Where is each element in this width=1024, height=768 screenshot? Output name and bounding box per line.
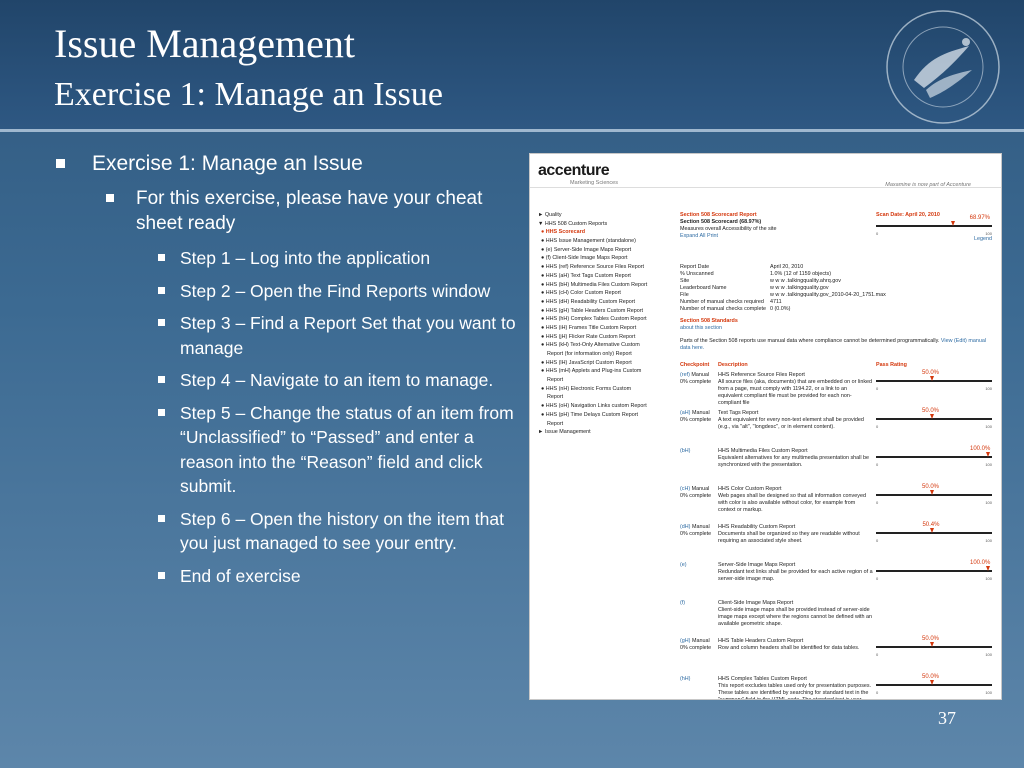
nav-item[interactable]: Report — [538, 420, 564, 427]
report-title[interactable]: HHS Reference Source Files Report — [718, 372, 805, 379]
nav-item[interactable]: ● HHS (bH) Multimedia Files Custom Report — [538, 281, 648, 288]
checkpoint-row — [680, 448, 998, 486]
report-content — [680, 212, 998, 700]
report-title[interactable]: HHS Table Headers Custom Report — [718, 638, 804, 645]
report-desc: A text equivalent for every non-text element shall be provided (e.g., via "alt", "longdesc", or in element content). — [718, 417, 864, 431]
report-desc: Client-side image maps shall be provided instead of server-side image maps except where the regions cannot be defined with an available geometric shape. — [718, 607, 873, 628]
checkpoint-row — [680, 410, 998, 448]
nav-item[interactable]: ► Issue Management — [538, 429, 591, 436]
checkpoint-code[interactable]: (e) — [680, 562, 687, 569]
checkpoint-id[interactable] — [680, 638, 716, 652]
checkpoint-row — [680, 524, 998, 562]
slide-subtitle: Exercise 1: Manage an Issue — [54, 76, 443, 113]
manual-status: Manual 0% complete — [680, 524, 712, 538]
hhs-seal-icon — [884, 8, 1002, 126]
nav-item[interactable]: ● HHS (hH) Complex Tables Custom Report — [538, 316, 647, 323]
slide-header — [0, 0, 1024, 132]
pass-rating-bar: 50.0% 0 100 — [876, 408, 992, 430]
nav-item[interactable]: ● HHS (lH) JavaScript Custom Report — [538, 359, 632, 366]
accenture-logo: accenture — [538, 162, 610, 179]
report-desc: Web pages shall be designed so that all information conveyed with color is also available without color, for example from context or markup. — [718, 493, 866, 514]
meta-value: w w w .talkingquality.gov_2010-04-20_1751.max — [770, 292, 886, 299]
pass-rating-bar: 100.0% 0 100 — [876, 446, 992, 468]
about-section-link[interactable]: about this section — [680, 325, 722, 332]
meta-label: Number of manual checks complete — [680, 306, 766, 313]
nav-item[interactable]: ● HHS (gH) Table Headers Custom Report — [538, 307, 644, 314]
checkpoint-code[interactable]: (f) — [680, 600, 686, 607]
pass-rating-marker — [986, 452, 990, 457]
pass-rating-value: 50.4% — [922, 522, 940, 529]
nav-item[interactable]: ● (e) Server-Side Image Maps Report — [538, 246, 632, 253]
meta-value: w w w .talkingquality.ahrq.gov — [770, 278, 841, 285]
checkpoint-row — [680, 486, 998, 524]
nav-item[interactable]: ● HHS (oH) Navigation Links custom Report — [538, 403, 647, 410]
report-desc: This report excludes tables used only for presentation purposes. These tables are identified by searching for standard text in the — [718, 683, 872, 697]
checkpoint-row — [680, 638, 998, 676]
checkpoint-description — [718, 448, 873, 469]
manual-status: Manual 0% complete — [680, 410, 712, 424]
meta-row — [680, 264, 998, 271]
brand-subtitle: Marketing Sciences — [570, 180, 618, 186]
view-manual-data-link[interactable]: View (Edit) manual data here. — [680, 338, 987, 352]
checkpoint-code[interactable]: (dH) — [680, 524, 691, 531]
pass-rating-value: 50.0% — [922, 408, 940, 415]
nav-item[interactable]: ● HHS (pH) Time Delays Custom Report — [538, 411, 639, 418]
meta-label: Site — [680, 278, 690, 285]
checkpoint-rows — [680, 372, 998, 700]
app-topbar — [530, 154, 1001, 188]
checkpoint-code[interactable]: (aH) — [680, 410, 691, 417]
col-checkpoint: Checkpoint — [680, 362, 710, 369]
meta-value: 4711 — [770, 299, 782, 306]
nav-item[interactable]: Report — [538, 394, 564, 401]
report-desc: Redundant text links shall be provided for each active region of a server-side image map. — [718, 569, 873, 583]
meta-label: Report Date — [680, 264, 710, 270]
nav-item[interactable]: ● HHS (dH) Readability Custom Report — [538, 298, 636, 305]
nav-item[interactable]: ● HHS (mH) Applets and Plug-ins Custom — [538, 368, 642, 375]
nav-item[interactable]: ● HHS Scorecard — [538, 229, 585, 236]
checkpoint-row — [680, 372, 998, 410]
report-title[interactable]: Text Tags Report — [718, 410, 759, 417]
meta-label: Leaderboard Name — [680, 285, 727, 292]
report-title[interactable]: HHS Complex Tables Custom Report — [718, 676, 807, 683]
checkpoint-description — [718, 638, 873, 652]
checkpoint-row — [680, 600, 998, 638]
step-item: Step 1 – Log into the application — [54, 246, 524, 271]
meta-label: File — [680, 292, 689, 299]
scorecard-title: Section 508 Scorecard Report — [680, 212, 757, 218]
checkpoint-description — [718, 600, 873, 628]
pass-rating-marker — [930, 490, 934, 495]
report-desc: Documents shall be organized so they are readable without requiring an associated style sheet. — [718, 531, 860, 545]
legend-link[interactable]: Legend — [974, 236, 992, 243]
bullet-level1: Exercise 1: Manage an Issue — [54, 150, 524, 178]
pass-rating-value: 50.0% — [922, 636, 940, 643]
meta-label: Number of manual checks required — [680, 299, 764, 306]
meta-value: w w w .talkingquality.gov — [770, 285, 829, 292]
overall-score-value: 68.97% — [969, 215, 990, 221]
checkpoint-description — [718, 676, 873, 700]
meta-label: % Unscanned — [680, 271, 714, 278]
manual-status: Manual 0% complete — [680, 372, 712, 386]
step-item: Step 5 – Change the status of an item from “Unclassified” to “Passed” and enter a reason into the “Reason” field and click submit. — [54, 401, 524, 499]
checkpoint-row — [680, 676, 998, 700]
checkpoint-description — [718, 524, 873, 545]
bullet-list — [54, 150, 524, 596]
step-item: Step 6 – Open the history on the item that you just managed to see your entry. — [54, 507, 524, 556]
embedded-app-screenshot — [529, 153, 1002, 700]
report-meta — [680, 264, 998, 313]
checkpoint-id[interactable] — [680, 410, 716, 424]
step-item: Step 4 – Navigate to an item to manage. — [54, 368, 524, 393]
nav-item[interactable]: Report (for information only) Report — [538, 351, 632, 357]
standards-title: Section 508 Standards — [680, 318, 738, 325]
table-header — [680, 362, 998, 372]
nav-item[interactable]: ● HHS (kH) Text-Only Alternative Custom — [538, 342, 640, 349]
scorecard-line: Section 508 Scorecard (68.97%) — [680, 219, 762, 226]
checkpoint-id[interactable] — [680, 448, 716, 455]
nav-item[interactable]: ● (f) Client-Side Image Maps Report — [538, 255, 628, 262]
meta-row — [680, 271, 998, 278]
pass-rating-bar: 50.4% 0 100 — [876, 522, 992, 544]
pass-rating-value: 50.0% — [922, 484, 940, 491]
nav-item[interactable]: Report — [538, 377, 564, 384]
step-item: End of exercise — [54, 564, 524, 589]
pass-rating-bar: 50.0% 0 100 — [876, 636, 992, 658]
checkpoint-id[interactable] — [680, 372, 716, 386]
meta-value: April 20, 2010 — [770, 264, 804, 270]
nav-item[interactable]: ● HHS (aH) Text Tags Custom Report — [538, 272, 631, 279]
nav-item[interactable]: ● HHS (jH) Flicker Rate Custom Report — [538, 333, 636, 340]
brand-note: Maxamine is now part of Accenture — [885, 182, 971, 188]
checkpoint-description — [718, 562, 873, 583]
checkpoint-id[interactable] — [680, 600, 716, 607]
manual-status: Manual 0% complete — [680, 638, 712, 652]
pass-rating-value: 100.0% — [970, 560, 991, 567]
meta-row — [680, 306, 998, 313]
pass-rating-marker — [930, 414, 934, 419]
parts-note: Parts of the Section 508 reports use manual data where compliance cannot be determined programmatically. — [680, 338, 940, 345]
scorecard-desc: Measures overall Accessibility of the site — [680, 226, 777, 233]
report-title[interactable]: Server-Side Image Maps Report — [718, 562, 796, 569]
pass-rating-marker — [930, 680, 934, 685]
nav-item[interactable]: ▼ HHS 508 Custom Reports — [538, 220, 608, 227]
nav-item[interactable]: ● HHS (ref) Reference Source Files Report — [538, 264, 645, 271]
expand-all-link[interactable]: Expand All Print — [680, 233, 719, 240]
checkpoint-id[interactable] — [680, 562, 716, 569]
col-pass-rating: Pass Rating — [876, 362, 907, 369]
checkpoint-code[interactable]: (cH) — [680, 486, 691, 493]
pass-rating-bar: 50.0% 0 100 — [876, 484, 992, 506]
pass-rating-value: 50.0% — [922, 370, 940, 377]
slide-number: 37 — [938, 708, 956, 728]
pass-rating-bar: 50.0% 0 100 — [876, 370, 992, 392]
meta-value: 0 (0.0%) — [770, 306, 791, 313]
manual-status: Manual 0% complete — [680, 486, 712, 500]
overall-score-bar: 68.97% 0 100 Legend — [876, 219, 996, 243]
report-desc: Equivalent alternatives for any multimedia presentation shall be synchronized with the presentation. — [718, 455, 870, 469]
report-nav-tree — [538, 212, 668, 438]
step-item: Step 3 – Find a Report Set that you want to manage — [54, 311, 524, 360]
nav-item[interactable]: ● HHS (cH) Color Custom Report — [538, 290, 621, 297]
pass-rating-bar: 50.0% 0 100 — [876, 674, 992, 696]
checkpoint-code[interactable]: (ref) — [680, 372, 690, 379]
bullet-level2: For this exercise, please have your cheat sheet ready — [54, 186, 524, 236]
pass-rating-bar: 100.0% 0 100 — [876, 560, 992, 582]
report-title[interactable]: Client-Side Image Maps Report — [718, 600, 794, 607]
pass-rating-marker — [930, 642, 934, 647]
checkpoint-row — [680, 562, 998, 600]
scan-date: Scan Date: April 20, 2010 — [876, 212, 940, 218]
nav-item[interactable]: ● HHS (nH) Electronic Forms Custom — [538, 385, 632, 392]
col-description: Description — [718, 362, 748, 369]
meta-row — [680, 278, 998, 285]
overall-score-marker — [951, 221, 955, 226]
checkpoint-code[interactable]: (gH) — [680, 638, 691, 645]
checkpoint-id[interactable] — [680, 486, 716, 500]
nav-item[interactable]: ● HHS Issue Management (standalone) — [538, 238, 636, 245]
meta-row — [680, 292, 998, 299]
checkpoint-id[interactable] — [680, 676, 716, 683]
report-title[interactable]: HHS Readability Custom Report — [718, 524, 796, 531]
report-desc: Row and column headers shall be identified for data tables. — [718, 645, 860, 652]
checkpoint-description — [718, 410, 873, 431]
step-item: Step 2 – Open the Find Reports window — [54, 279, 524, 304]
nav-item[interactable]: ► Quality — [538, 212, 562, 218]
meta-row — [680, 299, 998, 306]
checkpoint-code[interactable]: (hH) — [680, 676, 691, 683]
nav-item[interactable]: ● HHS (iH) Frames Title Custom Report — [538, 324, 637, 331]
pass-rating-marker — [930, 376, 934, 381]
manual-data-note — [680, 338, 998, 352]
meta-row — [680, 285, 998, 292]
pass-rating-value: 100.0% — [970, 446, 991, 453]
checkpoint-id[interactable] — [680, 524, 716, 538]
checkpoint-description — [718, 372, 873, 407]
report-title[interactable]: HHS Multimedia Files Custom Report — [718, 448, 808, 455]
pass-rating-value: 50.0% — [922, 674, 940, 681]
checkpoint-code[interactable]: (bH) — [680, 448, 691, 455]
report-desc: All source files (aka, documents) that are embedded on or linked from a page, must comply with 1194.22, or a link to an equivalent compliant file must be provided for each non-compliant file — [718, 379, 873, 407]
checkpoint-description — [718, 486, 873, 514]
pass-rating-marker — [930, 528, 934, 533]
report-title[interactable]: HHS Color Custom Report — [718, 486, 782, 493]
meta-value: 1.0% (12 of 1159 objects) — [770, 271, 832, 278]
pass-rating-marker — [986, 566, 990, 571]
scorecard-header — [680, 212, 998, 256]
slide-title: Issue Management — [54, 21, 356, 66]
